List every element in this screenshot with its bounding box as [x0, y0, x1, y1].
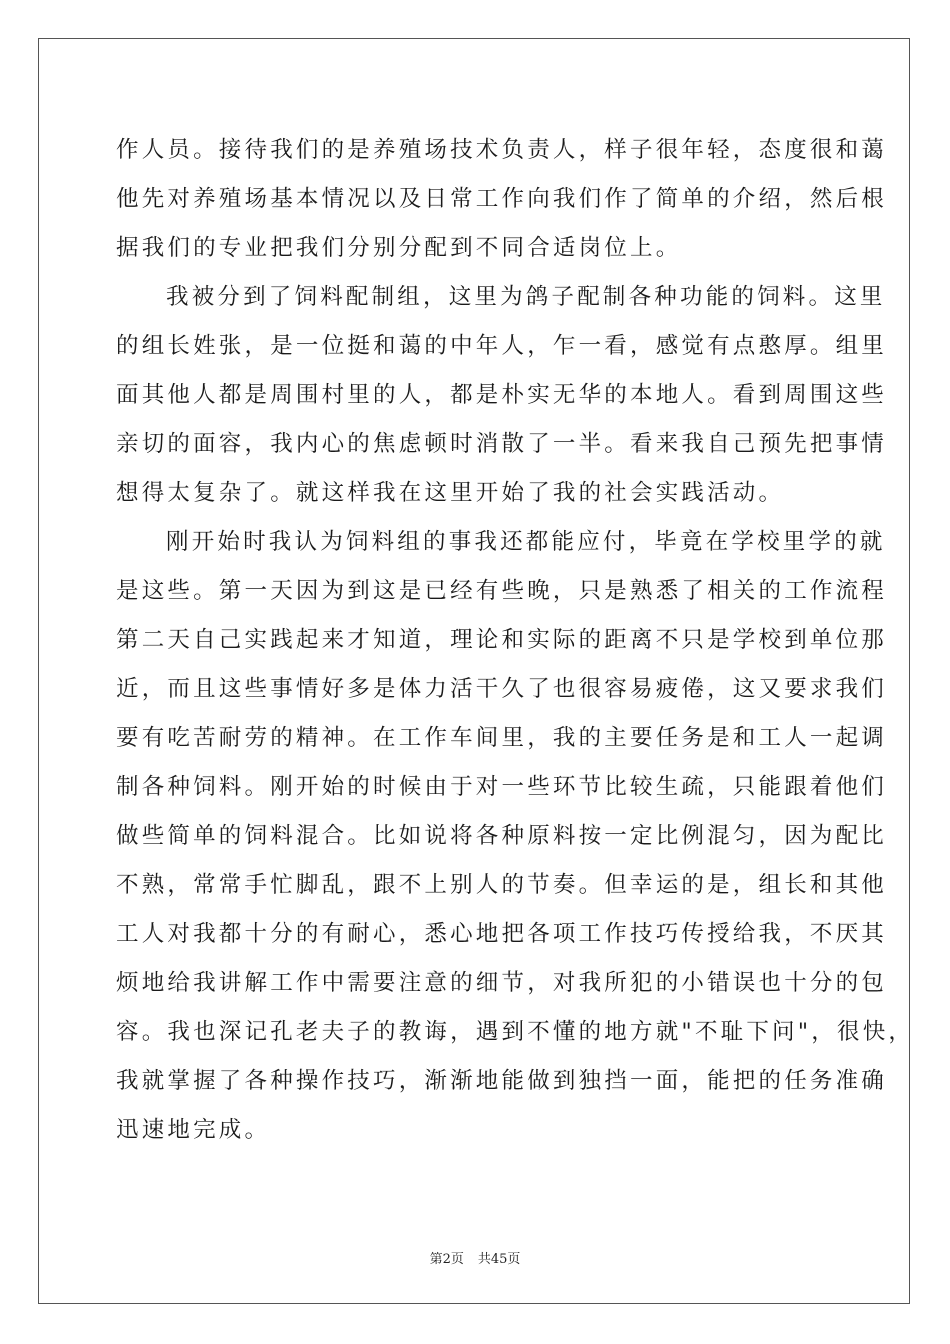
- text-line: 他先对养殖场基本情况以及日常工作向我们作了简单的介绍，然后根: [116, 186, 888, 212]
- text-line: 面其他人都是周围村里的人，都是朴实无华的本地人。看到周围这些: [116, 382, 888, 408]
- text-line: 的组长姓张，是一位挺和蔼的中年人，乍一看，感觉有点憨厚。组里: [116, 333, 888, 359]
- text-line: 亲切的面容，我内心的焦虑顿时消散了一半。看来我自己预先把事情: [116, 431, 888, 457]
- text-line: 不熟，常常手忙脚乱，跟不上别人的节奏。但幸运的是，组长和其他: [116, 872, 888, 898]
- text-line: 烦地给我讲解工作中需要注意的细节，对我所犯的小错误也十分的包: [116, 970, 888, 996]
- text-line: 刚开始时我认为饲料组的事我还都能应付，毕竟在学校里学的就: [166, 529, 886, 555]
- text-line: 第二天自己实践起来才知道，理论和实际的距离不只是学校到单位那: [116, 627, 888, 653]
- text-line: 我就掌握了各种操作技巧，渐渐地能做到独挡一面，能把的任务准确: [116, 1068, 888, 1094]
- text-line: 近，而且这些事情好多是体力活干久了也很容易疲倦，这又要求我们: [116, 676, 888, 702]
- text-line: 想得太复杂了。就这样我在这里开始了我的社会实践活动。: [116, 480, 785, 506]
- text-line: 迅速地完成。: [116, 1117, 271, 1143]
- page-total: 共45页: [477, 1252, 521, 1267]
- text-line: 作人员。接待我们的是养殖场技术负责人，样子很年轻，态度很和蔼: [116, 137, 888, 163]
- text-line: 是这些。第一天因为到这是已经有些晚，只是熟悉了相关的工作流程: [116, 578, 888, 604]
- text-line: 工人对我都十分的有耐心，悉心地把各项工作技巧传授给我，不厌其: [116, 921, 888, 947]
- text-line: 我被分到了饲料配制组，这里为鸽子配制各种功能的饲料。这里: [166, 284, 886, 310]
- page-number: 第2页: [429, 1252, 464, 1267]
- text-line: 制各种饲料。刚开始的时候由于对一些环节比较生疏，只能跟着他们: [116, 774, 888, 800]
- text-line: 做些简单的饲料混合。比如说将各种原料按一定比例混匀，因为配比: [116, 823, 888, 849]
- text-line: 要有吃苦耐劳的精神。在工作车间里，我的主要任务是和工人一起调: [116, 725, 888, 751]
- document-body: [116, 126, 915, 1155]
- page-footer: [0, 1248, 950, 1267]
- text-line: 据我们的专业把我们分别分配到不同合适岗位上。: [116, 235, 682, 261]
- text-line: 容。我也深记孔老夫子的教诲，遇到不懂的地方就"不耻下问"，很快，: [116, 1019, 915, 1045]
